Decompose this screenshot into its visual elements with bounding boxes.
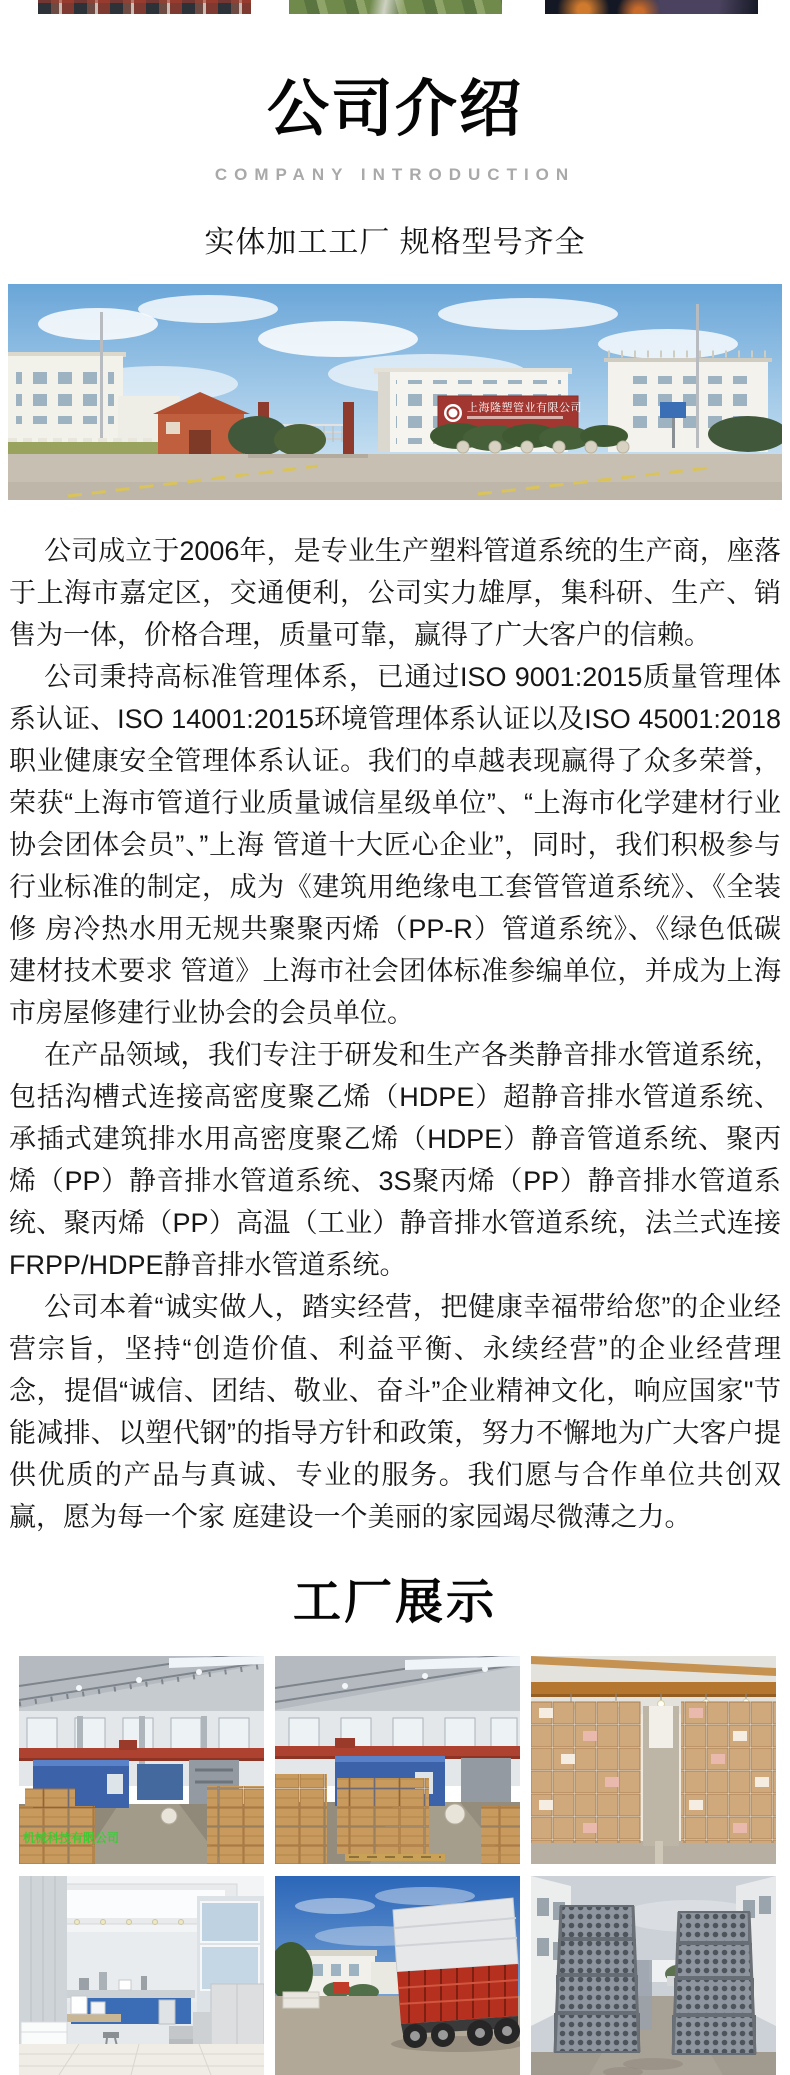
company-intro-title: 公司介绍: [266, 75, 523, 144]
truck-loading-illustration: [275, 1876, 520, 2075]
lab-office-illustration: [19, 1876, 264, 2075]
factory-photo-workshop-1: [19, 1656, 264, 1864]
company-intro-subtitle-en: COMPANY INTRODUCTION: [214, 165, 576, 184]
workshop-1-illustration: [19, 1656, 264, 1864]
hero-factory-panorama-photo: [8, 284, 782, 500]
strip-photo-aerial-green: [289, 0, 502, 14]
top-cropped-photo-strip: [0, 0, 790, 14]
workshop-2-illustration: [275, 1656, 520, 1864]
factory-gate-illustration: [8, 284, 782, 500]
company-intro-body: [0, 530, 790, 1538]
factory-tagline: 实体加工工厂 规格型号齐全: [204, 226, 586, 259]
warehouse-illustration: [531, 1656, 776, 1864]
strip-photo-storefront: [38, 0, 251, 14]
factory-photo-truck-loading: [275, 1876, 520, 2075]
gate-sign-text: 上海隆塑管业有限公司: [467, 402, 582, 414]
strip-photo-night-scene: [545, 0, 758, 14]
factory-photo-pipe-yard: [531, 1876, 776, 2075]
intro-paragraph: 公司成立于2006年，是专业生产塑料管道系统的生产商，座落于上海市嘉定区，交通便利，公司实力雄厚，集科研、生产、销售为一体，价格合理，质量可靠，赢得了广大客户的信赖。: [9, 536, 781, 650]
factory-photo-lab-office: [19, 1876, 264, 2075]
factory-photo-grid: [19, 1656, 771, 2075]
factory-photo-workshop-2: [275, 1656, 520, 1864]
intro-paragraph: 公司秉持高标准管理体系，已通过ISO 9001:2015质量管理体系认证、ISO 14001:2015环境管理体系认证以及ISO 45001:2018职业健康安全管理体系认证。我们的卓越表现赢得了众多荣誉，荣获“上海市管道行业质量诚信星级单位”、“上海市化学建材行业协会团体会员”、”上海 管道十大匠心企业”，同时，我们积极参与行业标准的制定，成为《建筑用绝缘电工套管管道系统》、《全装修 房冷热水用无规共聚聚丙烯（PP-R）管道系统》、《绿色低碳建材技术要求 管道》上海市社会团体标准参编单位，并成为上海市房屋修建行业协会的会员单位。: [9, 662, 781, 1028]
intro-paragraph: 公司本着“诚实做人，踏实经营，把健康幸福带给您”的企业经营宗旨，坚持“创造价值、利益平衡、永续经营”的企业经营理念，提倡“诚信、团结、敬业、奋斗”企业精神文化，响应国家"节能减排、以塑代钢”的指导方针和政策，努力不懈地为广大客户提供优质的产品与真诚、专业的服务。我们愿与合作单位共创双赢，愿为每一个家 庭建设一个美丽的家园竭尽微薄之力。: [9, 1292, 781, 1532]
factory-display-title: 工厂展示: [292, 1576, 497, 1629]
factory-photo-warehouse: [531, 1656, 776, 1864]
intro-paragraph: 在产品领域，我们专注于研发和生产各类静音排水管道系统，包括沟槽式连接高密度聚乙烯（HDPE）超静音排水管道系统、承插式建筑排水用高密度聚乙烯（HDPE）静音管道系统、聚丙烯（PP）静音排水管道系统、3S聚丙烯（PP）静音排水管道系统、聚丙烯（PP）高温（工业）静音排水管道系统，法兰式连接FRPP/HDPE静音排水管道系统。: [9, 1040, 781, 1280]
machine-watermark-text: 机械科技有限公司: [23, 1831, 120, 1845]
pipe-yard-illustration: [531, 1876, 776, 2075]
